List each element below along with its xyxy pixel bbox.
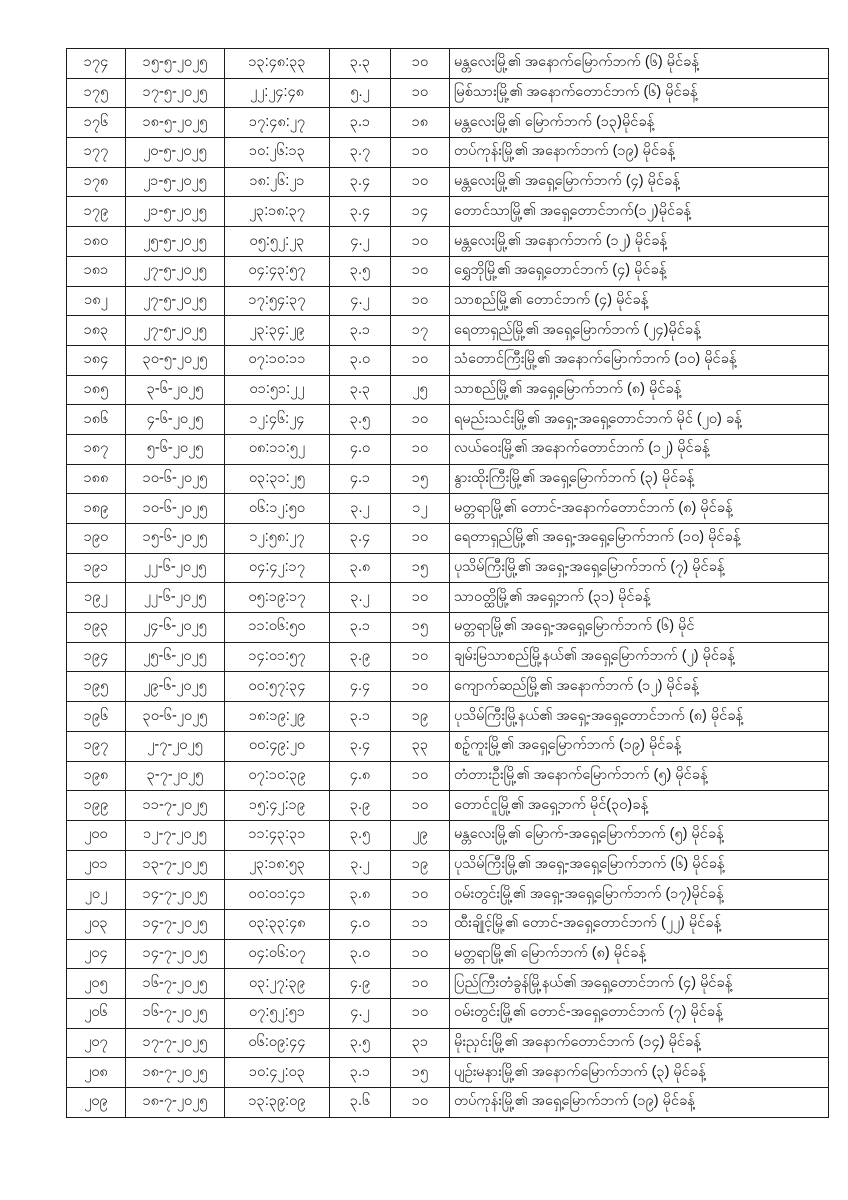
cell-row-number: ၁၇၄	[67, 49, 126, 79]
cell-location: ပျဉ်းမနားမြို့၏ အနောက်မြောက်ဘက် (၃) မိုင်ခန့်	[450, 1058, 829, 1088]
cell-row-number: ၁၈၂	[67, 286, 126, 316]
cell-time: ၀၅:၅၂:၂၃	[225, 227, 330, 257]
cell-row-number: ၁၇၅	[67, 78, 126, 108]
cell-time: ၂၃:၁၈:၃၇	[225, 197, 330, 227]
cell-location: မတ္တရာမြို့၏ တောင်-အနောက်တောင်ဘက် (၈) မိုင်ခန့်	[450, 494, 829, 524]
cell-magnitude: ၃.၅	[330, 1028, 391, 1058]
cell-magnitude: ၃.၄	[330, 524, 391, 554]
cell-depth: ၁၀	[391, 227, 450, 257]
cell-location: ဝမ်းတွင်းမြို့၏ အရှေ့-အရှေ့မြောက်ဘက် (၁၇)မိုင်ခန့်	[450, 880, 829, 910]
cell-magnitude: ၄.၀	[330, 434, 391, 464]
cell-row-number: ၁၉၄	[67, 642, 126, 672]
cell-row-number: ၁၉၂	[67, 583, 126, 613]
table-row	[67, 464, 829, 494]
cell-magnitude: ၃.၈	[330, 553, 391, 583]
cell-depth: ၁၅	[391, 1058, 450, 1088]
table-row	[67, 583, 829, 613]
cell-magnitude: ၄.၈	[330, 761, 391, 791]
table-row	[67, 791, 829, 821]
table-body	[67, 49, 829, 1118]
cell-time: ၀၃:၂၇:၃၉	[225, 969, 330, 999]
cell-depth: ၁၈	[391, 108, 450, 138]
cell-depth: ၁၀	[391, 405, 450, 435]
cell-magnitude: ၃.၉	[330, 791, 391, 821]
cell-location: မန္တလေးမြို့၏ မြောက်ဘက် (၁၃)မိုင်ခန့်	[450, 108, 829, 138]
cell-depth: ၁၀	[391, 138, 450, 168]
cell-date: ၁၈-၇-၂၀၂၅	[126, 1088, 225, 1118]
cell-date: ၂၅-၅-၂၀၂၅	[126, 227, 225, 257]
cell-time: ၀၄:၀၆:၀၇	[225, 939, 330, 969]
table-row	[67, 642, 829, 672]
cell-magnitude: ၄.၂	[330, 227, 391, 257]
cell-date: ၄-၆-၂၀၂၅	[126, 405, 225, 435]
cell-magnitude: ၃.၈	[330, 880, 391, 910]
cell-depth: ၂၉	[391, 820, 450, 850]
cell-location: သာစည်မြို့၏ အရှေ့မြောက်ဘက် (၈) မိုင်ခန့်	[450, 375, 829, 405]
table-row	[67, 345, 829, 375]
cell-magnitude: ၃.၁	[330, 316, 391, 346]
cell-magnitude: ၃.၄	[330, 731, 391, 761]
cell-depth: ၁၀	[391, 999, 450, 1029]
cell-time: ၀၁:၅၁:၂၂	[225, 375, 330, 405]
cell-depth: ၁၀	[391, 256, 450, 286]
cell-magnitude: ၃.၁	[330, 108, 391, 138]
cell-location: ပုသိမ်ကြီးမြို့နယ်၏ အရှေ့-အရှေ့တောင်ဘက် (၈) မိုင်ခန့်	[450, 702, 829, 732]
cell-time: ၁၈:၁၉:၂၉	[225, 702, 330, 732]
table-row	[67, 880, 829, 910]
cell-time: ၁၄:၀၁:၅၇	[225, 642, 330, 672]
cell-depth: ၁၀	[391, 1088, 450, 1118]
cell-location: သာစည်မြို့၏ တောင်ဘက် (၄) မိုင်ခန့်	[450, 286, 829, 316]
cell-depth: ၁၀	[391, 49, 450, 79]
cell-location: ရေတာရှည်မြို့၏ အရှေ့မြောက်ဘက် (၂၄)မိုင်ခန့်	[450, 316, 829, 346]
cell-magnitude: ၄.၂	[330, 286, 391, 316]
cell-time: ၀၆:၁၂:၅၀	[225, 494, 330, 524]
cell-magnitude: ၃.၉	[330, 642, 391, 672]
cell-date: ၁၆-၇-၂၀၂၅	[126, 999, 225, 1029]
cell-magnitude: ၃.၅	[330, 256, 391, 286]
cell-depth: ၁၀	[391, 761, 450, 791]
cell-date: ၂၁-၅-၂၀၂၅	[126, 167, 225, 197]
table-row	[67, 316, 829, 346]
cell-location: ရွှေဘိုမြို့၏ အရှေ့တောင်ဘက် (၄) မိုင်ခန့်	[450, 256, 829, 286]
cell-magnitude: ၅.၂	[330, 78, 391, 108]
cell-magnitude: ၃.၀	[330, 345, 391, 375]
cell-location: ပြည်ကြီးတံခွန်မြို့နယ်၏ အရှေ့တောင်ဘက် (၄) မိုင်ခန့်	[450, 969, 829, 999]
cell-time: ၁၇:၄၈:၂၇	[225, 108, 330, 138]
table-row	[67, 524, 829, 554]
cell-magnitude: ၃.၁	[330, 702, 391, 732]
cell-location: မန္တလေးမြို့၏ အရှေ့မြောက်ဘက် (၄) မိုင်ခန့်	[450, 167, 829, 197]
cell-time: ၀၇:၁၀:၃၉	[225, 761, 330, 791]
cell-depth: ၁၅	[391, 464, 450, 494]
table-row	[67, 820, 829, 850]
cell-row-number: ၁၇၉	[67, 197, 126, 227]
cell-time: ၀၆:၀၉:၄၄	[225, 1028, 330, 1058]
cell-location: တပ်ကုန်းမြို့၏ အရှေ့မြောက်ဘက် (၁၉) မိုင်ခန့်	[450, 1088, 829, 1118]
table-row	[67, 672, 829, 702]
cell-depth: ၁၄	[391, 197, 450, 227]
cell-magnitude: ၃.၁	[330, 1058, 391, 1088]
cell-row-number: ၁၇၆	[67, 108, 126, 138]
table-row	[67, 909, 829, 939]
cell-time: ၁၁:၀၆:၅၀	[225, 613, 330, 643]
cell-magnitude: ၄.၂	[330, 999, 391, 1029]
cell-depth: ၁၀	[391, 583, 450, 613]
cell-depth: ၁၉	[391, 702, 450, 732]
cell-date: ၂၄-၆-၂၀၂၅	[126, 613, 225, 643]
table-row	[67, 49, 829, 79]
cell-depth: ၃၃	[391, 731, 450, 761]
cell-row-number: ၂၀၈	[67, 1058, 126, 1088]
cell-location: ချမ်းမြသာစည်မြို့နယ်၏ အရှေ့မြောက်ဘက် (၂) မိုင်ခန့်	[450, 642, 829, 672]
table-row	[67, 256, 829, 286]
cell-depth: ၁၁	[391, 909, 450, 939]
cell-location: သံတောင်ကြီးမြို့၏ အနောက်မြောက်ဘက် (၁၀) မိုင်ခန့်	[450, 345, 829, 375]
table-row	[67, 78, 829, 108]
cell-location: မန္တလေးမြို့၏ မြောက်-အရှေ့မြောက်ဘက် (၅) မိုင်ခန့်	[450, 820, 829, 850]
cell-depth: ၁၀	[391, 345, 450, 375]
cell-date: ၂၇-၅-၂၀၂၅	[126, 316, 225, 346]
cell-date: ၁၁-၇-၂၀၂၅	[126, 791, 225, 821]
cell-location: ပုသိမ်ကြီးမြို့၏ အရှေ့-အရှေ့မြောက်ဘက် (၆) မိုင်ခန့်	[450, 850, 829, 880]
cell-date: ၂၇-၅-၂၀၂၅	[126, 256, 225, 286]
cell-depth: ၁၀	[391, 642, 450, 672]
cell-date: ၃-၆-၂၀၂၅	[126, 375, 225, 405]
cell-date: ၂-၇-၂၀၂၅	[126, 731, 225, 761]
cell-time: ၁၂:၄၆:၂၄	[225, 405, 330, 435]
cell-location: လယ်ဝေးမြို့၏ အနောက်တောင်ဘက် (၁၂) မိုင်ခန့်	[450, 434, 829, 464]
cell-location: ထီးချိုင့်မြို့၏ တောင်-အရှေ့တောင်ဘက် (၂၂) မိုင်ခန့်	[450, 909, 829, 939]
table-row	[67, 731, 829, 761]
cell-date: ၁၇-၅-၂၀၂၅	[126, 78, 225, 108]
table-row	[67, 167, 829, 197]
cell-magnitude: ၄.၁	[330, 464, 391, 494]
cell-location: စဉ့်ကူးမြို့၏ အရှေ့မြောက်ဘက် (၁၉) မိုင်ခန့်	[450, 731, 829, 761]
cell-date: ၅-၆-၂၀၂၅	[126, 434, 225, 464]
cell-location: ရမည်းသင်းမြို့၏ အရှေ့-အရှေ့တောင်ဘက် မိုင် (၂၀) ခန့်	[450, 405, 829, 435]
cell-depth: ၁၀	[391, 167, 450, 197]
cell-row-number: ၂၀၇	[67, 1028, 126, 1058]
cell-magnitude: ၃.၃	[330, 49, 391, 79]
cell-depth: ၁၀	[391, 791, 450, 821]
cell-magnitude: ၃.၀	[330, 939, 391, 969]
cell-time: ၀၄:၄၃:၅၇	[225, 256, 330, 286]
table-row	[67, 850, 829, 880]
cell-magnitude: ၃.၂	[330, 583, 391, 613]
cell-location: ဝမ်းတွင်းမြို့၏ တောင်-အရှေ့တောင်ဘက် (၇) မိုင်ခန့်	[450, 999, 829, 1029]
cell-time: ၁၀:၄၂:၀၃	[225, 1058, 330, 1088]
cell-depth: ၁၀	[391, 969, 450, 999]
cell-time: ၀၇:၅၂:၅၁	[225, 999, 330, 1029]
table-row	[67, 702, 829, 732]
cell-location: တံတားဦးမြို့၏ အနောက်မြောက်ဘက် (၅) မိုင်ခန့်	[450, 761, 829, 791]
cell-date: ၁၄-၇-၂၀၂၅	[126, 880, 225, 910]
cell-depth: ၁၇	[391, 316, 450, 346]
cell-depth: ၁၀	[391, 880, 450, 910]
cell-magnitude: ၃.၄	[330, 197, 391, 227]
cell-time: ၀၇:၁၀:၁၁	[225, 345, 330, 375]
cell-depth: ၁၅	[391, 553, 450, 583]
table-row	[67, 494, 829, 524]
cell-row-number: ၂၀၀	[67, 820, 126, 850]
cell-date: ၃၀-၅-၂၀၂၅	[126, 345, 225, 375]
cell-date: ၂၉-၆-၂၀၂၅	[126, 672, 225, 702]
cell-row-number: ၂၀၃	[67, 909, 126, 939]
cell-time: ၀၀:၀၁:၄၁	[225, 880, 330, 910]
cell-row-number: ၂၀၆	[67, 999, 126, 1029]
table-row	[67, 613, 829, 643]
cell-date: ၂၇-၅-၂၀၂၅	[126, 286, 225, 316]
cell-location: ပုသိမ်ကြီးမြို့၏ အရှေ့-အရှေ့မြောက်ဘက် (၇) မိုင်ခန့်	[450, 553, 829, 583]
cell-time: ၁၃:၄၈:၃၃	[225, 49, 330, 79]
cell-date: ၁၄-၇-၂၀၂၅	[126, 939, 225, 969]
table-row	[67, 553, 829, 583]
cell-magnitude: ၃.၁	[330, 613, 391, 643]
cell-row-number: ၂၀၂	[67, 880, 126, 910]
cell-magnitude: ၃.၂	[330, 494, 391, 524]
cell-date: ၁၂-၇-၂၀၂၅	[126, 820, 225, 850]
cell-row-number: ၁၉၇	[67, 731, 126, 761]
cell-date: ၂၂-၆-၂၀၂၅	[126, 553, 225, 583]
cell-time: ၀၀:၅၇:၃၄	[225, 672, 330, 702]
table-row	[67, 969, 829, 999]
cell-depth: ၁၅	[391, 613, 450, 643]
table-row	[67, 939, 829, 969]
cell-location: မန္တလေးမြို့၏ အနောက်မြောက်ဘက် (၆) မိုင်ခန့်	[450, 49, 829, 79]
cell-row-number: ၁၈၇	[67, 434, 126, 464]
cell-row-number: ၁၉၈	[67, 761, 126, 791]
cell-row-number: ၁၇၇	[67, 138, 126, 168]
table-row	[67, 434, 829, 464]
cell-magnitude: ၄.၀	[330, 909, 391, 939]
cell-time: ၀၅:၁၉:၁၇	[225, 583, 330, 613]
cell-time: ၁၇:၅၄:၃၇	[225, 286, 330, 316]
cell-date: ၁၇-၇-၂၀၂၅	[126, 1028, 225, 1058]
table-row	[67, 227, 829, 257]
cell-date: ၂၀-၅-၂၀၂၅	[126, 138, 225, 168]
cell-location: မိုးညှင်းမြို့၏ အနောက်တောင်ဘက် (၁၄) မိုင်ခန့်	[450, 1028, 829, 1058]
cell-time: ၁၈:၂၆:၂၁	[225, 167, 330, 197]
cell-date: ၁၃-၇-၂၀၂၅	[126, 850, 225, 880]
cell-date: ၂၁-၅-၂၀၂၅	[126, 197, 225, 227]
cell-date: ၁၈-၇-၂၀၂၅	[126, 1058, 225, 1088]
cell-time: ၀၃:၃၁:၂၅	[225, 464, 330, 494]
cell-depth: ၁၀	[391, 672, 450, 702]
cell-row-number: ၁၇၈	[67, 167, 126, 197]
table-row	[67, 375, 829, 405]
cell-row-number: ၁၈၉	[67, 494, 126, 524]
cell-date: ၂၂-၆-၂၀၂၅	[126, 583, 225, 613]
table-row	[67, 1028, 829, 1058]
cell-time: ၂၃:၁၈:၅၃	[225, 850, 330, 880]
table-row	[67, 405, 829, 435]
table-row	[67, 761, 829, 791]
cell-location: မတ္တရာမြို့၏ မြောက်ဘက် (၈) မိုင်ခန့်	[450, 939, 829, 969]
cell-row-number: ၁၉၀	[67, 524, 126, 554]
cell-date: ၃-၇-၂၀၂၅	[126, 761, 225, 791]
cell-date: ၁၄-၇-၂၀၂၅	[126, 909, 225, 939]
cell-location: မတ္တရာမြို့၏ အရှေ့-အရှေ့မြောက်ဘက် (၆) မိုင်	[450, 613, 829, 643]
cell-magnitude: ၃.၅	[330, 820, 391, 850]
cell-depth: ၁၀	[391, 939, 450, 969]
cell-magnitude: ၃.၆	[330, 1088, 391, 1118]
cell-location: တောင်ငူမြို့၏ အရှေ့ဘက် မိုင်(၃၀)ခန့်	[450, 791, 829, 821]
cell-depth: ၃၁	[391, 1028, 450, 1058]
cell-date: ၁၅-၆-၂၀၂၅	[126, 524, 225, 554]
cell-row-number: ၂၀၅	[67, 969, 126, 999]
table-row	[67, 1088, 829, 1118]
cell-location: ရေတာရှည်မြို့၏ အရှေ့-အရှေ့မြောက်ဘက် (၁၀) မိုင်ခန့်	[450, 524, 829, 554]
cell-time: ၂၂:၂၄:၄၈	[225, 78, 330, 108]
cell-date: ၂၅-၆-၂၀၂၅	[126, 642, 225, 672]
cell-row-number: ၂၀၄	[67, 939, 126, 969]
table-row	[67, 138, 829, 168]
cell-time: ၀၀:၄၉:၂၀	[225, 731, 330, 761]
cell-magnitude: ၃.၅	[330, 405, 391, 435]
cell-row-number: ၁၈၆	[67, 405, 126, 435]
earthquake-record-table	[66, 48, 829, 1118]
cell-time: ၀၄:၄၂:၁၇	[225, 553, 330, 583]
cell-row-number: ၁၉၁	[67, 553, 126, 583]
cell-row-number: ၁၈၅	[67, 375, 126, 405]
cell-date: ၁၀-၆-၂၀၂၅	[126, 494, 225, 524]
cell-time: ၁၅:၄၂:၁၉	[225, 791, 330, 821]
table-row	[67, 108, 829, 138]
cell-row-number: ၁၈၁	[67, 256, 126, 286]
cell-row-number: ၁၈၈	[67, 464, 126, 494]
cell-date: ၁၈-၅-၂၀၂၅	[126, 108, 225, 138]
cell-magnitude: ၃.၇	[330, 138, 391, 168]
cell-row-number: ၁၉၉	[67, 791, 126, 821]
cell-date: ၁၀-၆-၂၀၂၅	[126, 464, 225, 494]
cell-location: တပ်ကုန်းမြို့၏ အနောက်ဘက် (၁၉) မိုင်ခန့်	[450, 138, 829, 168]
cell-magnitude: ၄.၄	[330, 672, 391, 702]
cell-date: ၁၆-၇-၂၀၂၅	[126, 969, 225, 999]
cell-depth: ၁၉	[391, 850, 450, 880]
cell-time: ၁၀:၂၆:၁၃	[225, 138, 330, 168]
table-row	[67, 286, 829, 316]
cell-magnitude: ၃.၃	[330, 375, 391, 405]
table-row	[67, 197, 829, 227]
cell-depth: ၁၀	[391, 78, 450, 108]
table-row	[67, 999, 829, 1029]
cell-location: ကျောက်ဆည်မြို့၏ အနောက်ဘက် (၁၂) မိုင်ခန့်	[450, 672, 829, 702]
cell-depth: ၂၅	[391, 375, 450, 405]
cell-row-number: ၁၉၆	[67, 702, 126, 732]
cell-magnitude: ၃.၄	[330, 167, 391, 197]
cell-date: ၃၀-၆-၂၀၂၅	[126, 702, 225, 732]
table-row	[67, 1058, 829, 1088]
cell-location: သာဝတ္ထိမြို့၏ အရှေ့ဘက် (၃၁) မိုင်ခန့်	[450, 583, 829, 613]
cell-location: တောင်သာမြို့၏ အရှေ့တောင်ဘက်(၁၂)မိုင်ခန့်	[450, 197, 829, 227]
cell-row-number: ၂၀၉	[67, 1088, 126, 1118]
cell-depth: ၁၀	[391, 524, 450, 554]
cell-time: ၁၃:၃၉:၀၉	[225, 1088, 330, 1118]
cell-row-number: ၁၉၃	[67, 613, 126, 643]
cell-row-number: ၁၉၅	[67, 672, 126, 702]
cell-time: ၁၁:၄၃:၃၁	[225, 820, 330, 850]
cell-location: မန္တလေးမြို့၏ အနောက်ဘက် (၁၂) မိုင်ခန့်	[450, 227, 829, 257]
cell-row-number: ၁၈၀	[67, 227, 126, 257]
cell-depth: ၁၀	[391, 286, 450, 316]
cell-location: နွားထိုးကြီးမြို့၏ အရှေ့မြောက်ဘက် (၃) မိုင်ခန့်	[450, 464, 829, 494]
cell-time: ၂၃:၃၄:၂၉	[225, 316, 330, 346]
cell-row-number: ၁၈၄	[67, 345, 126, 375]
cell-row-number: ၁၈၃	[67, 316, 126, 346]
cell-magnitude: ၄.၉	[330, 969, 391, 999]
cell-time: ၀၈:၁၁:၅၂	[225, 434, 330, 464]
cell-time: ၁၂:၅၈:၂၇	[225, 524, 330, 554]
cell-magnitude: ၃.၂	[330, 850, 391, 880]
cell-time: ၀၃:၃၃:၄၈	[225, 909, 330, 939]
cell-location: မြစ်သားမြို့၏ အနောက်တောင်ဘက် (၆) မိုင်ခန့်	[450, 78, 829, 108]
cell-date: ၁၅-၅-၂၀၂၅	[126, 49, 225, 79]
cell-row-number: ၂၀၁	[67, 850, 126, 880]
cell-depth: ၁၀	[391, 434, 450, 464]
cell-depth: ၁၂	[391, 494, 450, 524]
